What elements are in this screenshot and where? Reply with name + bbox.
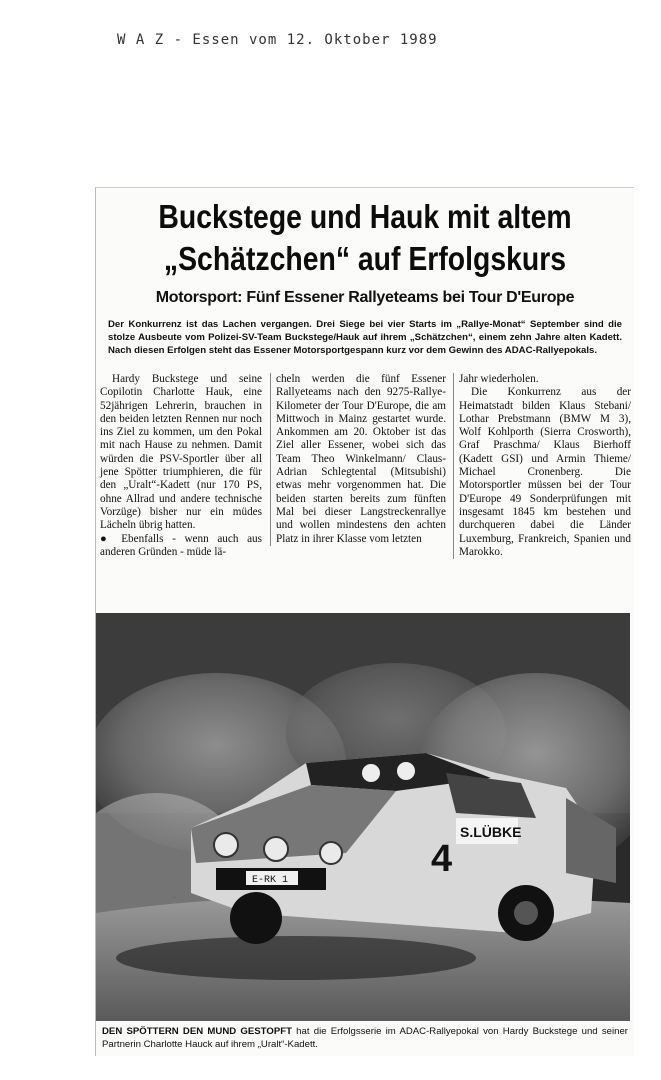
headline-line-1: Buckstege und Hauk mit altem: [158, 198, 572, 235]
article-column-3: [453, 373, 631, 559]
column-1-paragraph-2: ● Ebenfalls - wenn auch aus anderen Gründen - müde lä-: [100, 532, 262, 558]
car-door-sponsor: S.LÜBKE: [460, 824, 522, 840]
column-3-paragraph-1: Jahr wiederholen.: [459, 373, 539, 385]
subheadline: Motorsport: Fünf Essener Rallyeteams bei Tour D'Europe: [155, 289, 575, 306]
column-1-paragraph-1: Hardy Buckstege und seine Copilotin Charlotte Hauk, eine 52jährigen Lehrerin, brauchen in den beiden letzten Rennen nur noch ins Ziel zu kommen, um den Pokal mit nach Hause zu nehmen. Damit würden die PSV-Sportler über all jene Spötter triumphieren, die für den „Uralt“-Kadett (nur 170 PS, ohne Allrad und andere technische Vorzüge) bisher nur ein müdes Lächeln übrig hatten.: [100, 373, 262, 532]
lead-paragraph: Der Konkurrenz ist das Lachen vergangen. Drei Siege bei vier Starts im „Rallye-Monat“ September sind die stolze Ausbeute vom Polizei-SV-Team Buckstege/Hauk auf ihrem „Schätzchen“, einem zehn Jahre alten Kadett. Nach diesen Erfolgen steht das Essener Motorsportgespann kurz vor dem Gewinn des ADAC-Rallyepokals.: [108, 319, 622, 356]
article-column-1: [100, 373, 262, 559]
newspaper-clipping: [95, 187, 634, 1056]
photo-caption: [102, 1026, 628, 1051]
headline: [137, 196, 593, 280]
clipping-source-stamp: W A Z - Essen vom 12. Oktober 1989: [117, 32, 438, 48]
rally-car-photo: [96, 613, 630, 1021]
caption-text: hat die Erfolgsserie im ADAC-Rallyepokal von Hardy Buckstege und seiner Partnerin Charlotte Hauck auf ihrem „Uralt“-Kadett.: [102, 1026, 628, 1050]
caption-lead: DEN SPÖTTERN DEN MUND GESTOPFT: [102, 1026, 292, 1037]
headline-line-2: „Schätzchen“ auf Erfolgskurs: [163, 240, 567, 277]
licence-plate: E-RK 1: [252, 875, 289, 886]
rally-car-illustration: [96, 613, 630, 1021]
article-column-2: [270, 373, 446, 546]
column-3-paragraph-2: Die Konkurrenz aus der Heimatstadt bilden Klaus Stebani/ Lothar Prebstmann (BMW M 3), Wolf Kohlporth (Sierra Crosworth), Graf Praschma/ Klaus Bierhoff (Kadett GSI) und Armin Thieme/ Michael Cronenberg. Die Motorsportler müssen bei der Tour D'Europe 49 Sonderprüfungen mit insgesamt 1845 km bestehen und durchqueren dabei die Länder Luxemburg, Frankreich, Spanien und Marokko.: [459, 386, 631, 558]
column-2-paragraph-1: cheln werden die fünf Essener Rallyeteams nach den 9275-Rallye-Kilometer der Tour D'Europe, die am Mittwoch in Mainz gestartet wurde. Ankommen am 20. Oktober ist das Ziel aller Essener, wobei sich das Team Theo Winkelmann/ Claus-Adrian Schlegtental (Mitsubishi) etwas mehr vorgenommen hat. Die beiden starten bereits zum fünften Mal bei dieser Langstreckenrallye und wollen mindestens den achten Platz in ihrer Klasse vom letzten: [276, 373, 446, 545]
car-number-4: 4: [431, 838, 453, 880]
